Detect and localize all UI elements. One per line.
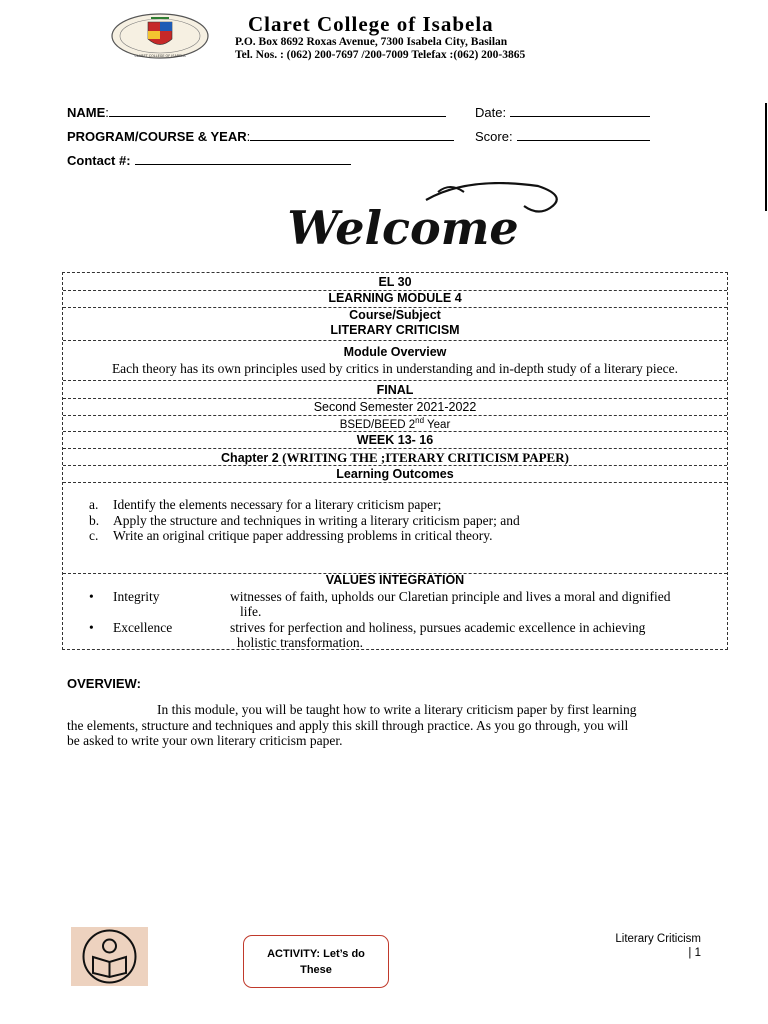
term-label: FINAL bbox=[376, 383, 414, 397]
margin-bar bbox=[765, 103, 767, 211]
module-overview-label: Module Overview bbox=[343, 345, 447, 359]
program-field[interactable]: PROGRAM/COURSE & YEAR: bbox=[67, 129, 454, 144]
college-telephone: Tel. Nos. : (062) 200-7697 /200-7009 Telefax :(062) 200-3865 bbox=[235, 49, 526, 61]
college-name: Claret College of Isabela bbox=[248, 12, 494, 36]
name-label: NAME bbox=[67, 105, 106, 120]
module-info-box: EL 30 LEARNING MODULE 4 Course/Subject LITERARY CRITICISM Module Overview Each theory has its own principles used by critics in understanding and in-depth study of a literary piece. FINAL Second Semester 2021-2022 BSED/BEED 2nd Year WEEK 13- 16 Chapter 2 (WRITING THE ;ITERARY CRITICISM PAPER) Learning Outcomes a. Identify the elements necessary for a literary criticism paper; b. Apply the structure and techniques in writing a literary criticism paper; and c. Write an original critique paper addressing problems in critical theory. VALUES INTEGRATION • Integrity witnesses of faith, upholds our Claretian principle and lives a moral and dignified life. • Excellence strives for perfection and holiness, pursues academic excellence in achieving holistic transformation. bbox=[62, 272, 728, 650]
learning-outcomes-list bbox=[89, 497, 520, 544]
contact-label: Contact #: bbox=[67, 153, 131, 168]
list-item: a. Identify the elements necessary for a literary criticism paper; bbox=[89, 497, 442, 512]
score-label: Score: bbox=[475, 129, 513, 144]
college-address: P.O. Box 8692 Roxas Avenue, 7300 Isabela City, Basilan bbox=[235, 36, 508, 48]
date-field[interactable] bbox=[475, 105, 650, 120]
program-year: BSED/BEED 2nd Year bbox=[339, 416, 451, 431]
semester-text: Second Semester 2021-2022 bbox=[313, 400, 477, 414]
program-label: PROGRAM/COURSE & YEAR bbox=[67, 129, 247, 144]
week-label: WEEK 13- 16 bbox=[356, 433, 434, 447]
activity-label-line1: ACTIVITY: Let’s do bbox=[267, 948, 365, 960]
welcome-script bbox=[238, 182, 568, 258]
values-integration-label: VALUES INTEGRATION bbox=[325, 573, 465, 587]
chapter-title: Chapter 2 (WRITING THE ;ITERARY CRITICISM PAPER) bbox=[221, 450, 569, 465]
module-number: LEARNING MODULE 4 bbox=[328, 291, 462, 305]
module-overview-text: Each theory has its own principles used by critics in understanding and in-depth study of a literary piece. bbox=[111, 361, 679, 376]
course-subject: LITERARY CRITICISM bbox=[330, 323, 460, 337]
contact-field[interactable] bbox=[67, 153, 351, 168]
activity-button[interactable] bbox=[243, 935, 389, 988]
course-subject-label: Course/Subject bbox=[349, 308, 441, 322]
name-field[interactable]: NAME: bbox=[67, 105, 446, 120]
course-code: EL 30 bbox=[378, 275, 412, 289]
list-item: c. Write an original critique paper addressing problems in critical theory. bbox=[89, 528, 493, 543]
welcome-text: Welcome bbox=[287, 201, 519, 255]
score-field[interactable] bbox=[475, 129, 650, 144]
activity-label-line2: These bbox=[300, 964, 332, 976]
date-label: Date: bbox=[475, 105, 507, 120]
reading-person-icon bbox=[71, 927, 148, 986]
footer-title: Literary Criticism bbox=[615, 933, 701, 945]
svg-text:CLARET COLLEGE OF ISABELA: CLARET COLLEGE OF ISABELA bbox=[134, 54, 186, 58]
overview-paragraph: In this module, you will be taught how to write a literary criticism paper by first learning the elements, structure and techniques and apply this skill through practice. As you go through, you will be asked to write your own literary criticism paper. bbox=[67, 702, 637, 748]
college-header bbox=[108, 10, 653, 60]
list-item: b. Apply the structure and techniques in writing a literary criticism paper; and bbox=[89, 512, 520, 528]
overview-label: OVERVIEW: bbox=[67, 676, 141, 691]
page-number: | 1 bbox=[688, 947, 701, 959]
learning-outcomes-label: Learning Outcomes bbox=[336, 467, 454, 481]
college-seal-icon bbox=[110, 12, 210, 60]
